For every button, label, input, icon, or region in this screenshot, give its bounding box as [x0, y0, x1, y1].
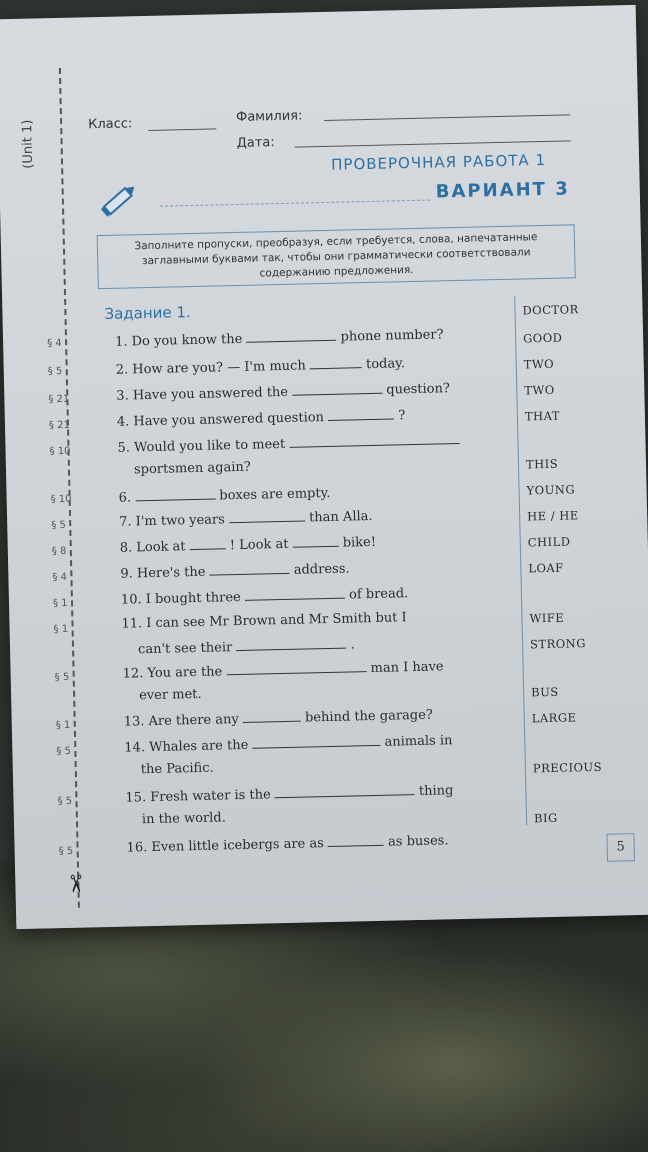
unit-label: (Unit 1) [20, 119, 37, 169]
question-11-continued: can't see their . [137, 637, 355, 658]
section-ref: § 5 [47, 365, 63, 378]
word-item: YOUNG [526, 482, 576, 498]
question-12: 12. You are the man I have [122, 659, 444, 682]
answer-blank[interactable] [252, 733, 380, 749]
cut-line [59, 68, 80, 908]
answer-blank[interactable] [289, 431, 459, 448]
section-ref: § 21 [48, 419, 71, 432]
question-5: 5. Would you like to meet [117, 431, 459, 456]
word-item: LOAF [528, 560, 564, 576]
question-15: 15. Fresh water is the thing [125, 783, 454, 806]
class-label: Класс: [88, 116, 133, 133]
column-divider [514, 296, 527, 826]
scissors-icon: ✂ [61, 873, 90, 895]
class-field[interactable] [148, 128, 216, 131]
section-ref: § 5 [57, 795, 73, 808]
answer-blank[interactable] [328, 833, 384, 847]
answer-blank[interactable] [328, 406, 394, 420]
answer-blank[interactable] [229, 508, 305, 523]
page-number: 5 [606, 833, 635, 862]
answer-blank[interactable] [135, 487, 215, 502]
section-ref: § 4 [47, 337, 62, 350]
answer-blank[interactable] [292, 381, 382, 396]
question-5-continued: sportsmen again? [133, 459, 251, 478]
question-12-continued: ever met. [138, 686, 202, 704]
question-14-continued: the Pacific. [140, 760, 214, 778]
section-ref: § 1 [52, 597, 68, 610]
word-item: STRONG [529, 636, 587, 652]
question-11: 11. I can see Mr Brown and Mr Smith but I [121, 610, 407, 632]
section-ref: § 21 [48, 393, 70, 406]
page-title: ПРОВЕРОЧНАЯ РАБОТА 1 [330, 150, 547, 174]
instruction-box: Заполните пропуски, преобразуя, если требуется, слова, напечатанные заглавными буквами так, чтобы они грамматически соответствовали содержанию предложения. [97, 224, 576, 289]
answer-blank[interactable] [243, 709, 301, 723]
word-item: BIG [533, 810, 558, 826]
answer-blank[interactable] [226, 659, 366, 675]
question-3: 3. Have you answered the question? [116, 381, 451, 404]
answer-blank[interactable] [209, 561, 289, 576]
answer-blank[interactable] [292, 534, 338, 548]
answer-blank[interactable] [310, 355, 362, 369]
answer-blank[interactable] [190, 536, 226, 550]
section-ref: § 5 [51, 519, 66, 532]
section-ref: § 1 [53, 623, 69, 636]
title-rule [160, 200, 430, 207]
question-4: 4. Have you answered question ? [116, 408, 406, 430]
word-item: TWO [524, 382, 555, 398]
word-item: THAT [524, 408, 561, 424]
date-label: Дата: [236, 135, 275, 151]
question-7: 7. I'm two years than Alla. [119, 508, 373, 530]
word-item: BUS [531, 684, 559, 700]
question-14: 14. Whales are the animals in [124, 733, 453, 756]
task-title: Задание 1. [104, 303, 191, 323]
section-ref: § 5 [56, 745, 72, 758]
section-ref: § 4 [52, 571, 68, 584]
word-item: PRECIOUS [532, 759, 603, 776]
pencil-icon [95, 176, 144, 225]
word-item: GOOD [522, 330, 563, 346]
answer-blank[interactable] [246, 328, 336, 343]
section-ref: § 5 [54, 671, 70, 684]
section-ref: § 8 [51, 545, 67, 558]
question-16: 16. Even little icebergs are as as buses. [126, 833, 449, 856]
section-ref: § 10 [50, 493, 72, 506]
question-8: 8. Look at ! Look at bike! [119, 534, 377, 556]
question-6: 6. boxes are empty. [118, 485, 331, 506]
date-field[interactable] [295, 140, 571, 147]
surname-field[interactable] [324, 114, 570, 121]
word-item: THIS [525, 456, 559, 472]
section-ref: § 10 [49, 445, 71, 458]
word-item: HE / HE [527, 508, 579, 524]
word-item: TWO [523, 356, 555, 372]
question-15-continued: in the world. [141, 810, 226, 828]
answer-blank[interactable] [245, 586, 345, 601]
answer-blank[interactable] [275, 782, 415, 798]
variant-title: ВАРИАНТ 3 [435, 178, 570, 203]
word-item: DOCTOR [522, 302, 579, 318]
question-2: 2. How are you? — I'm much today. [115, 356, 406, 378]
worksheet-page [0, 5, 648, 929]
answer-blank[interactable] [236, 636, 346, 651]
question-9: 9. Here's the address. [120, 561, 350, 582]
section-ref: § 5 [58, 845, 74, 858]
word-item: LARGE [531, 710, 577, 726]
section-ref: § 1 [55, 719, 71, 732]
question-10: 10. I bought three of bread. [120, 586, 409, 608]
word-item: WIFE [529, 610, 565, 626]
word-item: CHILD [527, 534, 571, 550]
surname-label: Фамилия: [235, 108, 303, 125]
question-1: 1. Do you know the phone number? [114, 327, 444, 350]
question-13: 13. Are there any behind the garage? [123, 707, 433, 730]
